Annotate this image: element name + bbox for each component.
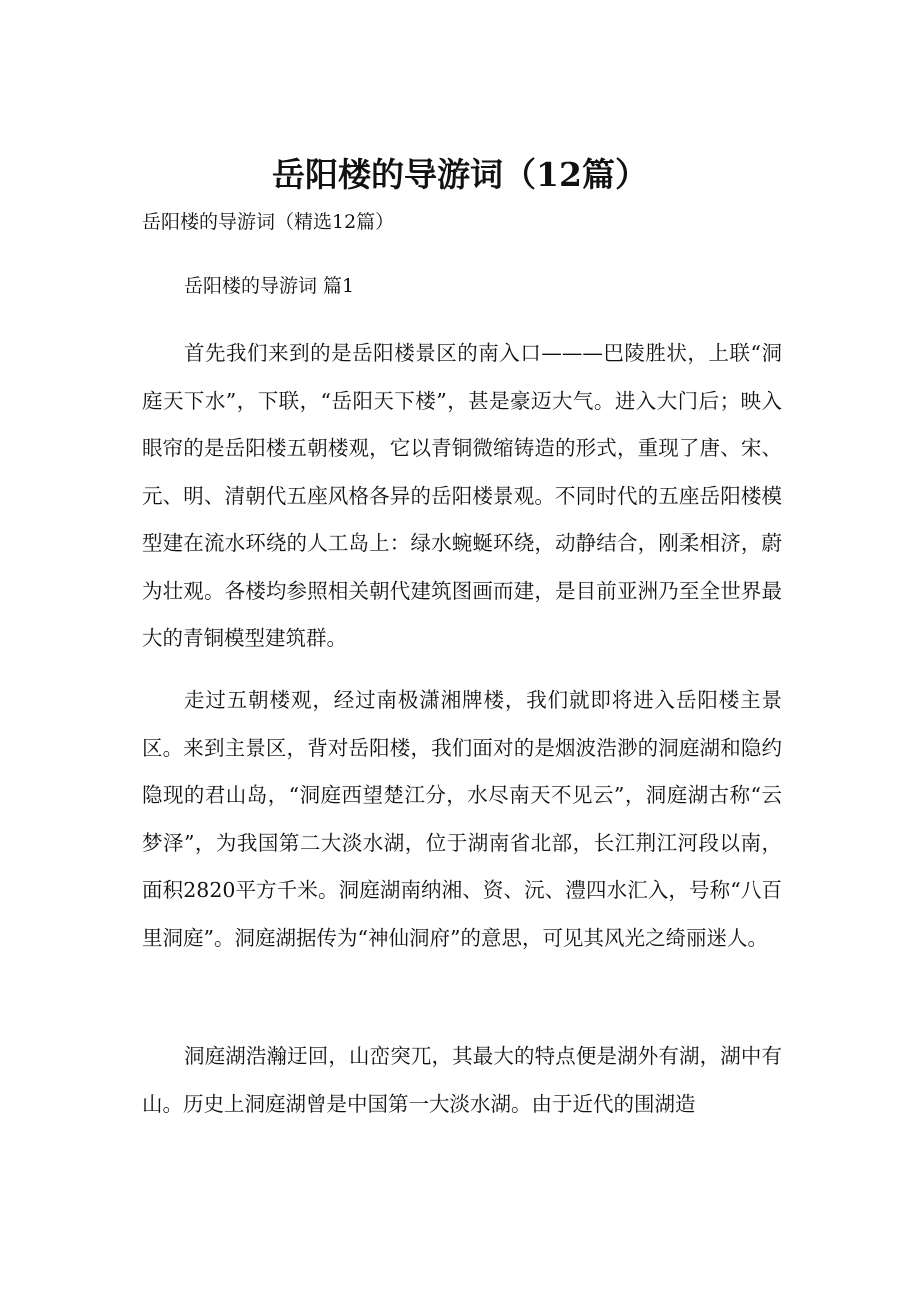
document-subtitle: 岳阳楼的导游词（精选12篇） xyxy=(142,211,395,233)
page-title: 岳阳楼的导游词（12篇） xyxy=(272,155,648,194)
paragraph-2: 走过五朝楼观，经过南极潇湘牌楼，我们就即将进入岳阳楼主景区。来到主景区，背对岳阳楼，我们面对的是烟波浩渺的洞庭湖和隐约隐现的君山岛，“洞庭西望楚江分，水尽南天不见云”，洞庭湖古称“云梦泽”，为我国第二大淡水湖，位于湖南省北部，长江荆江河段以南，面积2820平方千米。洞庭湖南纳湘、资、沅、澧四水汇入，号称“八百里洞庭”。洞庭湖据传为“神仙洞府”的意思，可见其风光之绮丽迷人。 xyxy=(142,688,782,950)
paragraph-1: 首先我们来到的是岳阳楼景区的南入口———巴陵胜状，上联“洞庭天下水”，下联，“岳阳天下楼”，甚是豪迈大气。进入大门后；映入眼帘的是岳阳楼五朝楼观，它以青铜微缩铸造的形式，重现了唐、宋、元、明、清朝代五座风格各异的岳阳楼景观。不同时代的五座岳阳楼模型建在流水环绕的人工岛上：绿水蜿蜒环绕，动静结合，刚柔相济，蔚为壮观。各楼均参照相关朝代建筑图画而建，是目前亚洲乃至全世界最大的青铜模型建筑群。 xyxy=(142,341,782,650)
paragraph-3: 洞庭湖浩瀚迂回，山峦突兀，其最大的特点便是湖外有湖，湖中有山。历史上洞庭湖曾是中国第一大淡水湖。由于近代的围湖造 xyxy=(142,1044,782,1116)
section-heading: 岳阳楼的导游词 篇1 xyxy=(184,275,355,297)
